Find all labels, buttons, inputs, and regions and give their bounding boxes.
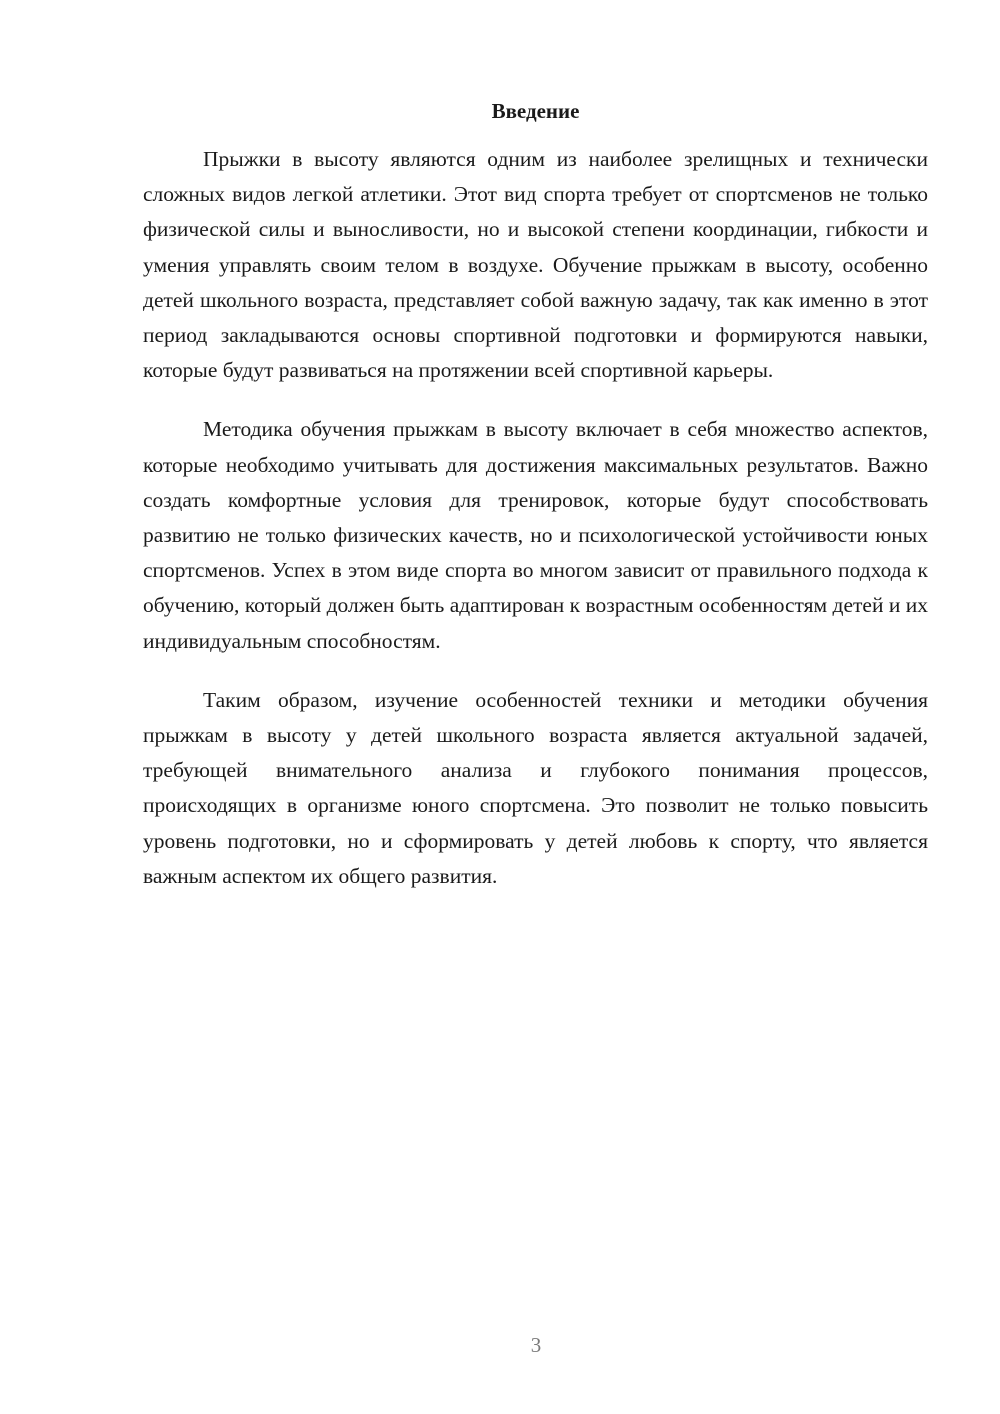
paragraph-3: Таким образом, изучение особенностей техники и методики обучения прыжкам в высоту у детей школьного возраста является актуальной задачей, требующей внимательного анализа и глубокого понимания процессов, происходящих в организме юного спортсмена. Это позволит не только повысить уровень подготовки, но и сформировать у детей любовь к спорту, что является важным аспектом их общего развития. — [143, 687, 928, 888]
paragraph-1: Прыжки в высоту являются одним из наиболее зрелищных и технически сложных видов легкой атлетики. Этот вид спорта требует от спортсменов не только физической силы и выносливости, но и высокой степени координации, гибкости и умения управлять своим телом в воздухе. Обучение прыжкам в высоту, особенно детей школьного возраста, представляет собой важную задачу, так как именно в этот период закладываются основы спортивной подготовки и формируются навыки, которые будут развиваться на протяжении всей спортивной карьеры. — [143, 147, 928, 383]
paragraph-2: Методика обучения прыжкам в высоту включает в себя множество аспектов, которые необходимо учитывать для достижения максимальных результатов. Важно создать комфортные условия для тренировок, которые будут способствовать развитию не только физических качеств, но и психологической устойчивости юных спортсменов. Успех в этом виде спорта во многом зависит от правильного подхода к обучению, который должен быть адаптирован к возрастным особенностям детей и их индивидуальным способностям. — [143, 417, 928, 653]
section-heading: Введение — [491, 99, 580, 123]
page-number: 3 — [530, 1333, 542, 1357]
body-text — [143, 142, 928, 918]
